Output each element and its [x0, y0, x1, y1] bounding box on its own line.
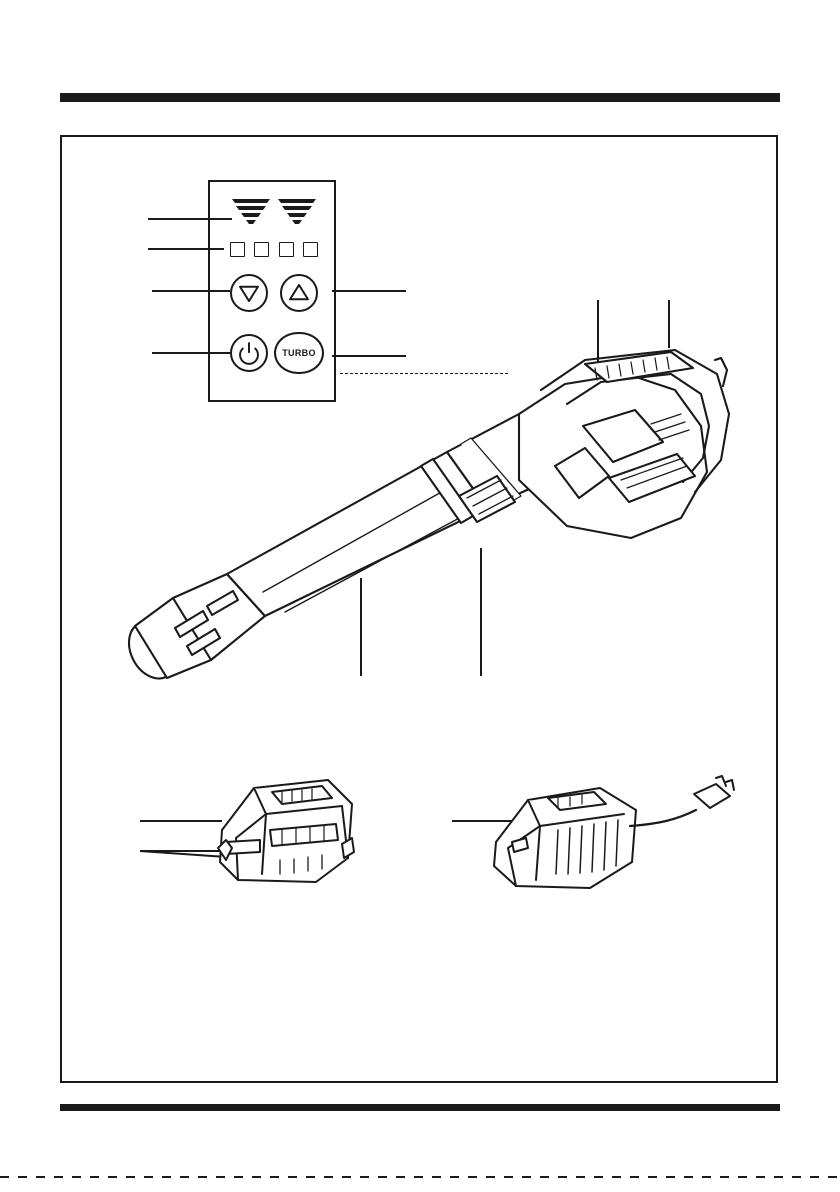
speed-down-button[interactable]	[230, 274, 268, 312]
leader-fan-icon	[148, 218, 232, 220]
speed-bar-4	[303, 242, 318, 257]
down-chevron-icon	[232, 276, 266, 310]
up-chevron-icon	[282, 276, 316, 310]
page-edge-dash-line	[0, 1176, 840, 1178]
leader-speed-down	[152, 290, 230, 292]
bottom-rule	[60, 1104, 780, 1111]
cordless-leaf-blower-illustration	[115, 330, 735, 690]
speed-indicator-bars	[230, 242, 318, 258]
speed-bar-2	[254, 242, 269, 257]
speed-bar-1	[230, 242, 245, 257]
speed-up-button[interactable]	[280, 274, 318, 312]
speed-bar-3	[279, 242, 294, 257]
leader-speed-bars	[148, 248, 224, 250]
fan-speed-icon	[228, 198, 320, 232]
top-rule	[60, 93, 780, 102]
battery-charger-illustration	[478, 770, 748, 910]
battery-pack-illustration	[196, 770, 366, 900]
turbo-button-label: TURBO	[282, 348, 316, 358]
leader-speed-up	[332, 290, 406, 292]
